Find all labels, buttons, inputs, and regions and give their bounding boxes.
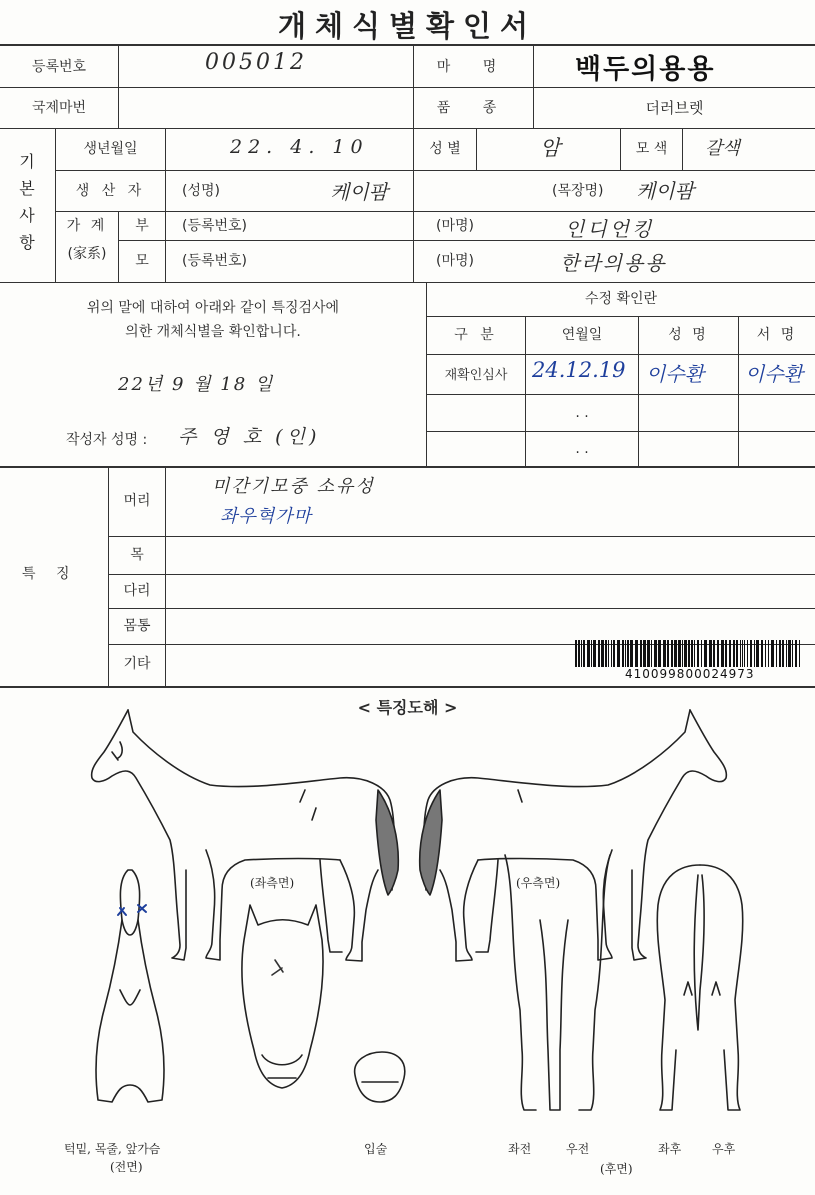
feature-neck-label: 목 <box>130 546 144 563</box>
front-view-horse <box>96 870 164 1102</box>
intl-no-label: 국제마번 <box>31 100 87 116</box>
farm-value: 케이팜 <box>636 179 694 203</box>
revision-col-name: 성 명 <box>668 326 709 343</box>
caption-left-side: (좌측면) <box>250 876 295 890</box>
producer-value: 케이팜 <box>330 180 388 204</box>
reg-no-value: 005012 <box>205 50 307 75</box>
breed-value: 더러브렛 <box>645 98 704 117</box>
revision-header: 수정 확인란 <box>584 291 658 307</box>
caption-rear-sub: (후면) <box>600 1162 633 1176</box>
producer-name-tag: (성명) <box>182 182 220 199</box>
revision-col-date: 연월일 <box>561 326 603 343</box>
birth-label: 생년월일 <box>83 141 138 157</box>
caption-hind-left: 좌후 <box>658 1142 682 1156</box>
rear-view-horse <box>657 865 742 1110</box>
feature-body-label: 몸통 <box>123 618 151 634</box>
confirm-date: 22년 9 월 18 일 <box>118 374 275 395</box>
sex-label: 성 별 <box>429 141 461 157</box>
sex-value: 암 <box>540 136 561 160</box>
revision-row1-sign: 이수환 <box>745 362 803 386</box>
statement-line2: 의한 개체식별을 확인합니다. <box>125 324 301 340</box>
revision-col-type: 구 분 <box>454 326 498 343</box>
horse-name-value: 백두의용용 <box>575 54 716 85</box>
sire-label: 부 <box>135 217 149 234</box>
dam-horse-tag: (마명) <box>436 253 474 269</box>
caption-front: 턱밑, 목줄, 앞가슴 <box>64 1142 161 1156</box>
diagram-title: < 특징도해 > <box>357 697 458 717</box>
lips-view <box>355 1052 405 1102</box>
producer-label: 생 산 자 <box>75 182 146 199</box>
sire-reg-tag: (등록번호) <box>182 217 248 234</box>
lineage-label: 가 계 <box>66 218 108 234</box>
feature-head-value2: 좌우혁가마 <box>220 506 312 527</box>
sire-value: 인디언킹 <box>565 217 655 241</box>
reg-no-label: 등록번호 <box>31 59 87 75</box>
horse-name-label: 마 명 <box>436 59 511 75</box>
right-side-horse <box>420 710 727 961</box>
breed-label: 품 종 <box>436 100 511 116</box>
coat-value: 갈색 <box>705 138 740 159</box>
sire-horse-tag: (마명) <box>436 217 474 234</box>
coat-label: 모 색 <box>635 141 668 157</box>
barcode-image <box>575 640 803 667</box>
caption-fore-right: 우전 <box>566 1142 590 1156</box>
barcode-number: 410099800024973 <box>625 667 755 681</box>
caption-right-side: (우측면) <box>516 876 561 890</box>
birth-value: 22. 4. 10 <box>230 136 369 158</box>
feature-head-label: 머리 <box>123 493 151 509</box>
dam-reg-tag: (등록번호) <box>182 253 248 269</box>
caption-lips: 입술 <box>364 1142 388 1156</box>
lineage-hanja: (家系) <box>67 246 107 262</box>
revision-row1-date: 24.12.19 <box>532 358 626 382</box>
writer-label: 작성자 성명 : <box>66 432 148 448</box>
revision-col-sign: 서 명 <box>756 326 798 343</box>
revision-row1-name: 이수환 <box>646 362 704 386</box>
revision-row3-dots: . . <box>575 441 589 457</box>
basic-section-label: 기 본 사 항 <box>19 152 35 252</box>
front-legs-view <box>505 855 610 1110</box>
statement-line1: 위의 말에 대하여 아래와 같이 특징검사에 <box>86 300 340 316</box>
dam-label: 모 <box>135 253 149 269</box>
horse-diagram <box>0 690 815 1195</box>
caption-fore-left: 좌전 <box>508 1142 532 1156</box>
head-front-view <box>242 905 323 1088</box>
features-section-label: 특 징 <box>22 566 78 582</box>
writer-value: 주 영 호 (인) <box>178 426 321 448</box>
caption-front-sub: (전면) <box>110 1160 143 1174</box>
feature-head-value1: 미간기모중 소유성 <box>212 476 375 497</box>
caption-hind-right: 우후 <box>712 1142 736 1156</box>
feature-etc-label: 기타 <box>123 656 151 672</box>
revision-row2-dots: . . <box>575 405 589 421</box>
feature-leg-label: 다리 <box>123 583 151 599</box>
revision-row1-type: 재확인심사 <box>444 367 508 383</box>
document-title: 개체식별확인서 <box>277 9 538 43</box>
dam-value: 한라의용용 <box>560 251 667 275</box>
farm-tag: (목장명) <box>552 182 604 199</box>
